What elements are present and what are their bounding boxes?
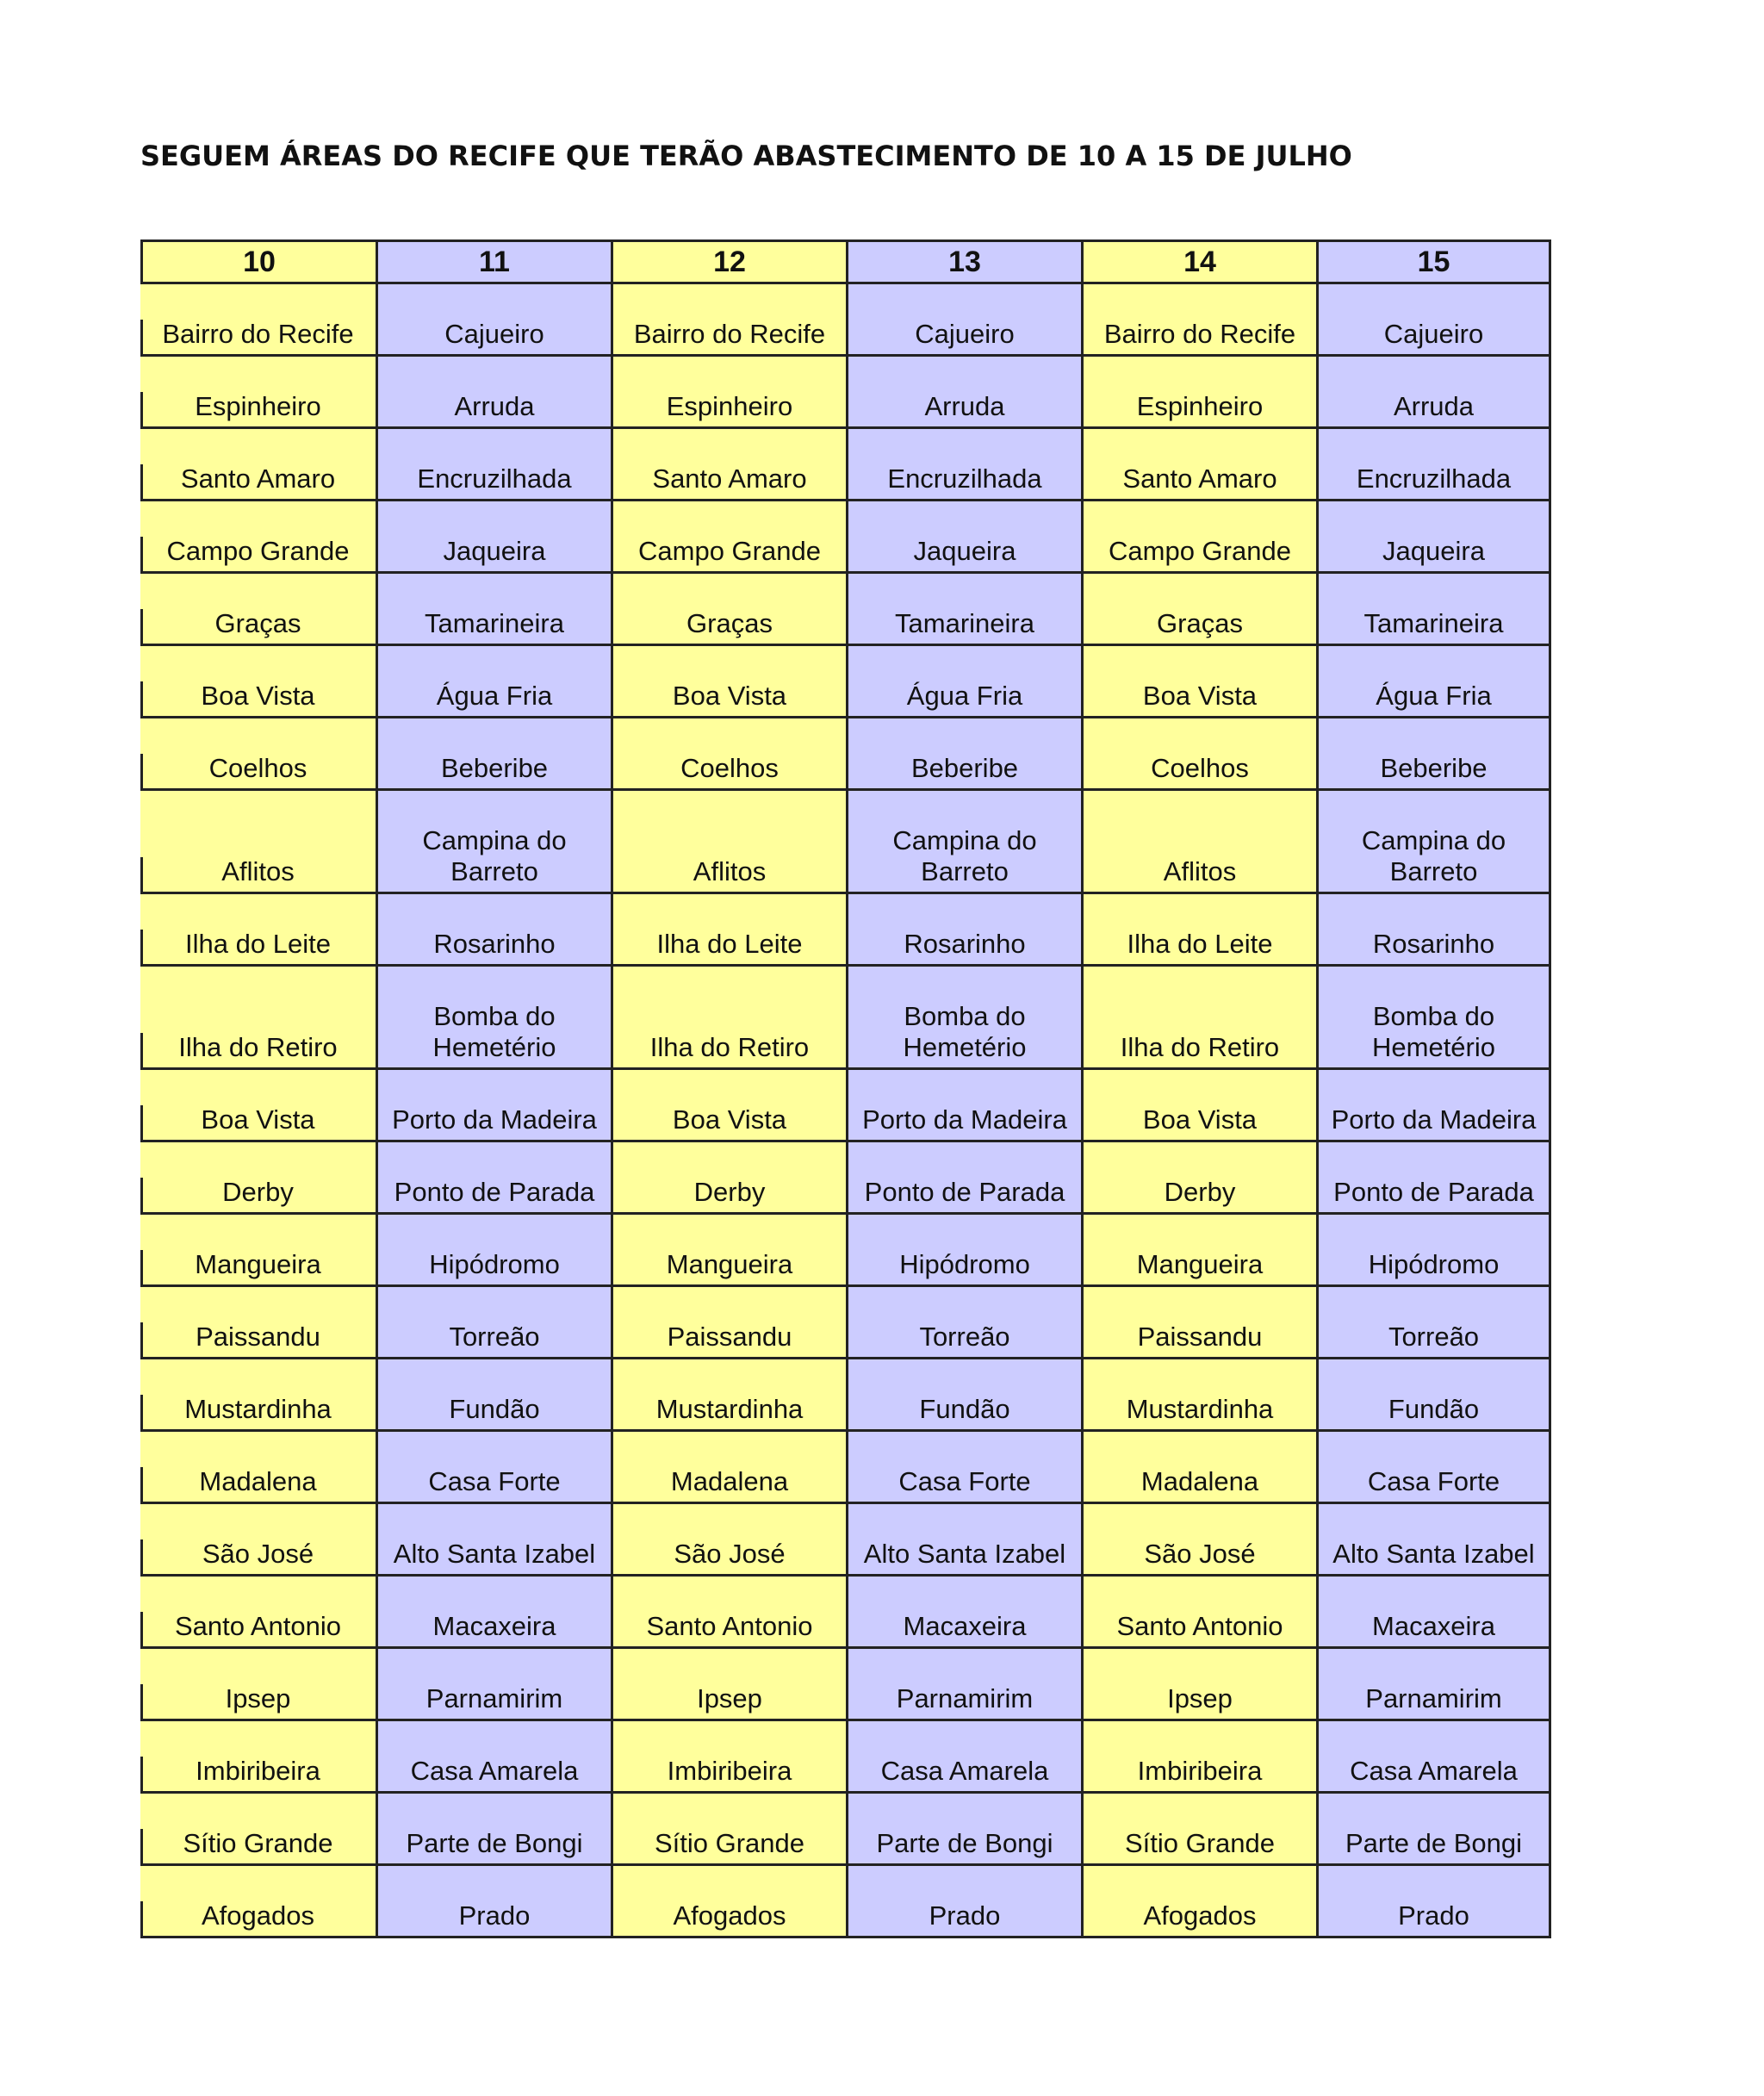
area-cell: Alto Santa Izabel [1316,1504,1551,1577]
area-cell: Beberibe [846,718,1081,791]
area-cell: Beberibe [376,718,611,791]
supply-schedule-table [140,239,1553,1938]
area-cell: Santo Amaro [140,429,376,501]
area-cell: Beberibe [1316,718,1551,791]
area-cell: Campina do Barreto [846,791,1081,894]
area-cell: Derby [1081,1142,1316,1215]
area-cell: Casa Amarela [846,1721,1081,1794]
area-cell: Mustardinha [1081,1359,1316,1432]
table-row [140,1359,1553,1432]
area-cell: Casa Forte [376,1432,611,1504]
table-row [140,1142,1553,1215]
area-cell: Mustardinha [140,1359,376,1432]
area-cell: Prado [1316,1866,1551,1938]
area-cell: Bomba do Hemetério [846,967,1081,1070]
day-header-13: 13 [846,239,1081,284]
area-cell: Graças [140,574,376,646]
table-row [140,718,1553,791]
area-cell: Bomba do Hemetério [1316,967,1551,1070]
table-row [140,1070,1553,1142]
area-cell: Santo Antonio [611,1577,846,1649]
area-cell: Fundão [376,1359,611,1432]
area-cell: Imbiribeira [140,1721,376,1794]
area-cell: Arruda [846,357,1081,429]
area-cell: Afogados [611,1866,846,1938]
table-row [140,967,1553,1070]
area-cell: Hipódromo [1316,1215,1551,1287]
area-cell: Casa Amarela [1316,1721,1551,1794]
area-cell: Cajueiro [376,284,611,357]
area-cell: Jaqueira [1316,501,1551,574]
area-cell: Santo Amaro [611,429,846,501]
table-row [140,429,1553,501]
table-row [140,1721,1553,1794]
area-cell: Casa Forte [846,1432,1081,1504]
area-cell: Bairro do Recife [1081,284,1316,357]
day-header-15: 15 [1316,239,1551,284]
area-cell: Campo Grande [611,501,846,574]
area-cell: Coelhos [140,718,376,791]
table-row [140,1432,1553,1504]
area-cell: Campo Grande [1081,501,1316,574]
area-cell: Casa Forte [1316,1432,1551,1504]
area-cell: Madalena [1081,1432,1316,1504]
area-cell: Mangueira [1081,1215,1316,1287]
area-cell: Madalena [611,1432,846,1504]
area-cell: Rosarinho [846,894,1081,967]
area-cell: Parte de Bongi [846,1794,1081,1866]
area-cell: Boa Vista [611,646,846,718]
area-cell: Espinheiro [1081,357,1316,429]
area-cell: Ilha do Retiro [1081,967,1316,1070]
area-cell: Água Fria [846,646,1081,718]
area-cell: Rosarinho [376,894,611,967]
area-cell: Arruda [1316,357,1551,429]
area-cell: Hipódromo [376,1215,611,1287]
area-cell: Hipódromo [846,1215,1081,1287]
area-cell: Santo Amaro [1081,429,1316,501]
area-cell: Prado [846,1866,1081,1938]
area-cell: Porto da Madeira [376,1070,611,1142]
area-cell: São José [140,1504,376,1577]
area-cell: Coelhos [1081,718,1316,791]
table-row [140,1504,1553,1577]
day-header-12: 12 [611,239,846,284]
area-cell: Bairro do Recife [611,284,846,357]
day-header-11: 11 [376,239,611,284]
area-cell: Torreão [376,1287,611,1359]
area-cell: Mustardinha [611,1359,846,1432]
area-cell: Santo Antonio [140,1577,376,1649]
area-cell: Boa Vista [1081,1070,1316,1142]
area-cell: Ponto de Parada [376,1142,611,1215]
area-cell: Parnamirim [1316,1649,1551,1721]
area-cell: Encruzilhada [376,429,611,501]
area-cell: Boa Vista [611,1070,846,1142]
area-cell: Mangueira [140,1215,376,1287]
area-cell: Paissandu [140,1287,376,1359]
table-row [140,894,1553,967]
area-cell: Espinheiro [611,357,846,429]
area-cell: Parnamirim [376,1649,611,1721]
table-row [140,1866,1553,1938]
area-cell: Boa Vista [1081,646,1316,718]
area-cell: Ilha do Leite [611,894,846,967]
area-cell: Paissandu [611,1287,846,1359]
area-cell: Jaqueira [376,501,611,574]
area-cell: Espinheiro [140,357,376,429]
area-cell: Ilha do Leite [1081,894,1316,967]
area-cell: Imbiribeira [611,1721,846,1794]
day-header-14: 14 [1081,239,1316,284]
table-row [140,1577,1553,1649]
area-cell: Sítio Grande [611,1794,846,1866]
area-cell: Torreão [1316,1287,1551,1359]
area-cell: Fundão [1316,1359,1551,1432]
area-cell: Sítio Grande [140,1794,376,1866]
area-cell: Mangueira [611,1215,846,1287]
table-row [140,501,1553,574]
area-cell: Campina do Barreto [376,791,611,894]
area-cell: Aflitos [611,791,846,894]
area-cell: Alto Santa Izabel [846,1504,1081,1577]
area-cell: Arruda [376,357,611,429]
area-cell: Tamarineira [846,574,1081,646]
table-row [140,791,1553,894]
area-cell: Derby [611,1142,846,1215]
area-cell: Porto da Madeira [1316,1070,1551,1142]
area-cell: Ilha do Leite [140,894,376,967]
area-cell: Campina do Barreto [1316,791,1551,894]
area-cell: Torreão [846,1287,1081,1359]
area-cell: Macaxeira [846,1577,1081,1649]
area-cell: Parnamirim [846,1649,1081,1721]
area-cell: Madalena [140,1432,376,1504]
area-cell: Imbiribeira [1081,1721,1316,1794]
table-row [140,1794,1553,1866]
area-cell: Encruzilhada [846,429,1081,501]
area-cell: Bomba do Hemetério [376,967,611,1070]
area-cell: Ipsep [140,1649,376,1721]
area-cell: Ilha do Retiro [611,967,846,1070]
area-cell: Afogados [140,1866,376,1938]
table-row [140,646,1553,718]
area-cell: Ponto de Parada [846,1142,1081,1215]
area-cell: Aflitos [1081,791,1316,894]
area-cell: Derby [140,1142,376,1215]
area-cell: Jaqueira [846,501,1081,574]
area-cell: Afogados [1081,1866,1316,1938]
area-cell: São José [1081,1504,1316,1577]
area-cell: Graças [611,574,846,646]
area-cell: Parte de Bongi [1316,1794,1551,1866]
area-cell: Ilha do Retiro [140,967,376,1070]
area-cell: Campo Grande [140,501,376,574]
area-cell: Porto da Madeira [846,1070,1081,1142]
area-cell: Boa Vista [140,646,376,718]
area-cell: Ipsep [1081,1649,1316,1721]
area-cell: Paissandu [1081,1287,1316,1359]
area-cell: Ponto de Parada [1316,1142,1551,1215]
table-row [140,284,1553,357]
table-row [140,357,1553,429]
area-cell: Tamarineira [376,574,611,646]
table-header-row [140,239,1553,284]
area-cell: Boa Vista [140,1070,376,1142]
area-cell: Encruzilhada [1316,429,1551,501]
area-cell: Alto Santa Izabel [376,1504,611,1577]
area-cell: Macaxeira [376,1577,611,1649]
area-cell: Cajueiro [1316,284,1551,357]
table-body [140,284,1553,1938]
area-cell: Ipsep [611,1649,846,1721]
area-cell: Prado [376,1866,611,1938]
area-cell: Água Fria [1316,646,1551,718]
table-row [140,1215,1553,1287]
area-cell: Fundão [846,1359,1081,1432]
area-cell: Graças [1081,574,1316,646]
area-cell: Parte de Bongi [376,1794,611,1866]
page-title: SEGUEM ÁREAS DO RECIFE QUE TERÃO ABASTECIMENTO DE 10 A 15 DE JULHO [140,140,1352,172]
area-cell: Coelhos [611,718,846,791]
table-row [140,1287,1553,1359]
area-cell: Tamarineira [1316,574,1551,646]
area-cell: Casa Amarela [376,1721,611,1794]
area-cell: Cajueiro [846,284,1081,357]
area-cell: Bairro do Recife [140,284,376,357]
area-cell: Aflitos [140,791,376,894]
table-row [140,1649,1553,1721]
area-cell: Sítio Grande [1081,1794,1316,1866]
area-cell: Macaxeira [1316,1577,1551,1649]
day-header-10: 10 [140,239,376,284]
area-cell: Rosarinho [1316,894,1551,967]
area-cell: Água Fria [376,646,611,718]
area-cell: Santo Antonio [1081,1577,1316,1649]
table-row [140,574,1553,646]
area-cell: São José [611,1504,846,1577]
